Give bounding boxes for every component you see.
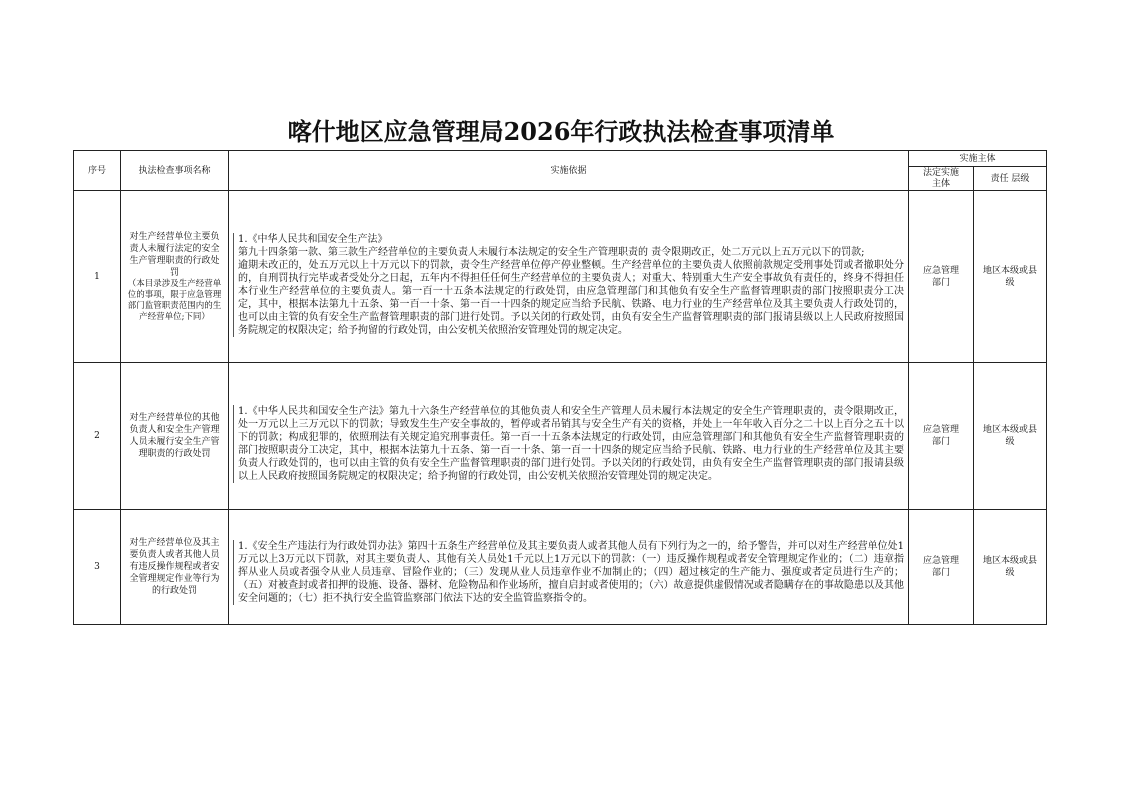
basis-line: 第九十四条第一款、第三款生产经营单位的主要负责人未履行本法规定的安全生产管理职责的 责令限期改正，处二万元以上五万元以下的罚款; <box>238 246 865 258</box>
row-legal-subject: 应急管理部门 <box>909 191 974 363</box>
row-level: 地区本级或县级 <box>974 363 1047 510</box>
header-responsibility-level: 责任 层级 <box>974 167 1047 191</box>
basis-line: 1.《中华人民共和国安全生产法》第九十六条生产经营单位的其他负责人和安全生产管理人员未履行本法规定的安全生产管理职责的，责令限期改正，处一万元以上三万元以下的罚款；导致发生生产安全事故的，暂停或者吊销其与安全生产有关的资格，并处上一年年收入百分之二十以上百分之五十以下的罚款；构成犯罪的，依照刑法有关规定追究刑事责任。第一百一十五条本法规定的行政处罚，由应急管理部门和其他负有安全生产监督管理职责的部门按照职责分工决定，其中，根据本法第九十五条、第一百一十条、第一百一十四条的规定应当给予民航、铁路、电力行业的生产经营单位及其主要负责人行政处罚的，也可以由主管的负有安全生产监督管理职责的部门进行处罚。予以关闭的行政处罚，由负有安全生产监督管理职责的部门报请县级以上人民政府按照国务院规定的权限决定；给予拘留的行政处罚，由公安机关依照治安管理处罚的规定决定。 <box>238 406 904 482</box>
header-seq: 序号 <box>74 151 121 191</box>
table-row <box>74 510 1047 625</box>
basis-line: 逾期未改正的，处五万元以上十万元以下的罚款，责令生产经营单位停产停业整顿。生产经营单位的主要负责人依照前款规定受刑事处罚或者撤职处分的，自刑罚执行完毕或者受处分之日起，五年内不得担任任何生产经营单位的主要负责人；对重大、特别重大生产安全事故负有责任的，终身不得担任本行业生产经营单位的主要负责人。第一百一十五条本法规定的行政处罚，由应急管理部门和其他负有安全生产监督管理职责的部门按照职责分工决定，其中，根据本法第九十五条、第一百一十条、第一百一十四条的规定应当给予民航、铁路、电力行业的生产经营单位及其主要负责人行政处罚的，也可以由主管的负有安全生产监督管理职责的部门进行处罚。予以关闭的行政处罚，由负有安全生产监督管理职责的部门报请县级以上人民政府按照国务院规定的权限决定；给予拘留的行政处罚，由公安机关依照治安管理处罚的规定决定。 <box>238 259 904 336</box>
header-legal-subject: 法定实施主体 <box>909 167 974 191</box>
item-name-text: 对生产经营单位的其他负责人和安全生产管理人员未履行安全生产管理职责的行政处罚 <box>129 413 220 459</box>
row-item-name <box>121 191 229 363</box>
header-basis: 实施依据 <box>229 151 909 191</box>
row-legal-subject: 应急管理部门 <box>909 363 974 510</box>
row-legal-subject: 应急管理部门 <box>909 510 974 625</box>
row-seq: 2 <box>74 363 121 510</box>
item-name-text: 对生产经营单位及其主要负责人或者其他人员有违反操作规程或者安全管理规定作业等行为的行政处罚 <box>129 538 220 596</box>
basis-line: 1.《安全生产违法行为行政处罚办法》第四十五条生产经营单位及其主要负责人或者其他人员有下列行为之一的，给予警告，并可以对生产经营单位处1万元以上3万元以下罚款，对其主要负责人、其他有关人员处1千元以上1万元以下的罚款：（一）违反操作规程或者安全管理规定作业的；（二）违章指挥从业人员或者强令从业人员违章、冒险作业的；（三）发现从业人员违章作业不加制止的；（四）超过核定的生产能力、强度或者定员进行生产的；（五）对被查封或者扣押的设施、设备、器材、危险物品和作业场所，擅自启封或者使用的；（六）故意提供虚假情况或者隐瞒存在的事故隐患以及其他安全问题的；（七）拒不执行安全监管监察部门依法下达的安全监管监察指令的。 <box>238 540 904 604</box>
row-seq: 1 <box>74 191 121 363</box>
row-level: 地区本级或县级 <box>974 510 1047 625</box>
row-level: 地区本级或县级 <box>974 191 1047 363</box>
header-implementer: 实施主体 <box>909 151 1047 167</box>
item-name-text: 对生产经营单位主要负责人未履行法定的安全生产管理职责的行政处罚 <box>129 231 220 278</box>
row-seq: 3 <box>74 510 121 625</box>
inspection-table <box>73 150 1047 625</box>
basis-line: 1.《中华人民共和国安全生产法》 <box>238 233 388 245</box>
page-title: 喀什地区应急管理局2026年行政执法检查事项清单 <box>287 117 835 146</box>
row-basis <box>229 510 909 625</box>
row-item-name <box>121 510 229 625</box>
row-item-name <box>121 363 229 510</box>
item-name-note: （本目录涉及生产经营单位的事项，限于应急管理部门监管职责范围内的生产经营单位;下同） <box>127 278 222 322</box>
table-row <box>74 191 1047 363</box>
header-row-1 <box>74 151 1047 167</box>
row-basis <box>229 191 909 363</box>
table-row <box>74 363 1047 510</box>
row-basis <box>229 363 909 510</box>
header-item-name: 执法检查事项名称 <box>121 151 229 191</box>
